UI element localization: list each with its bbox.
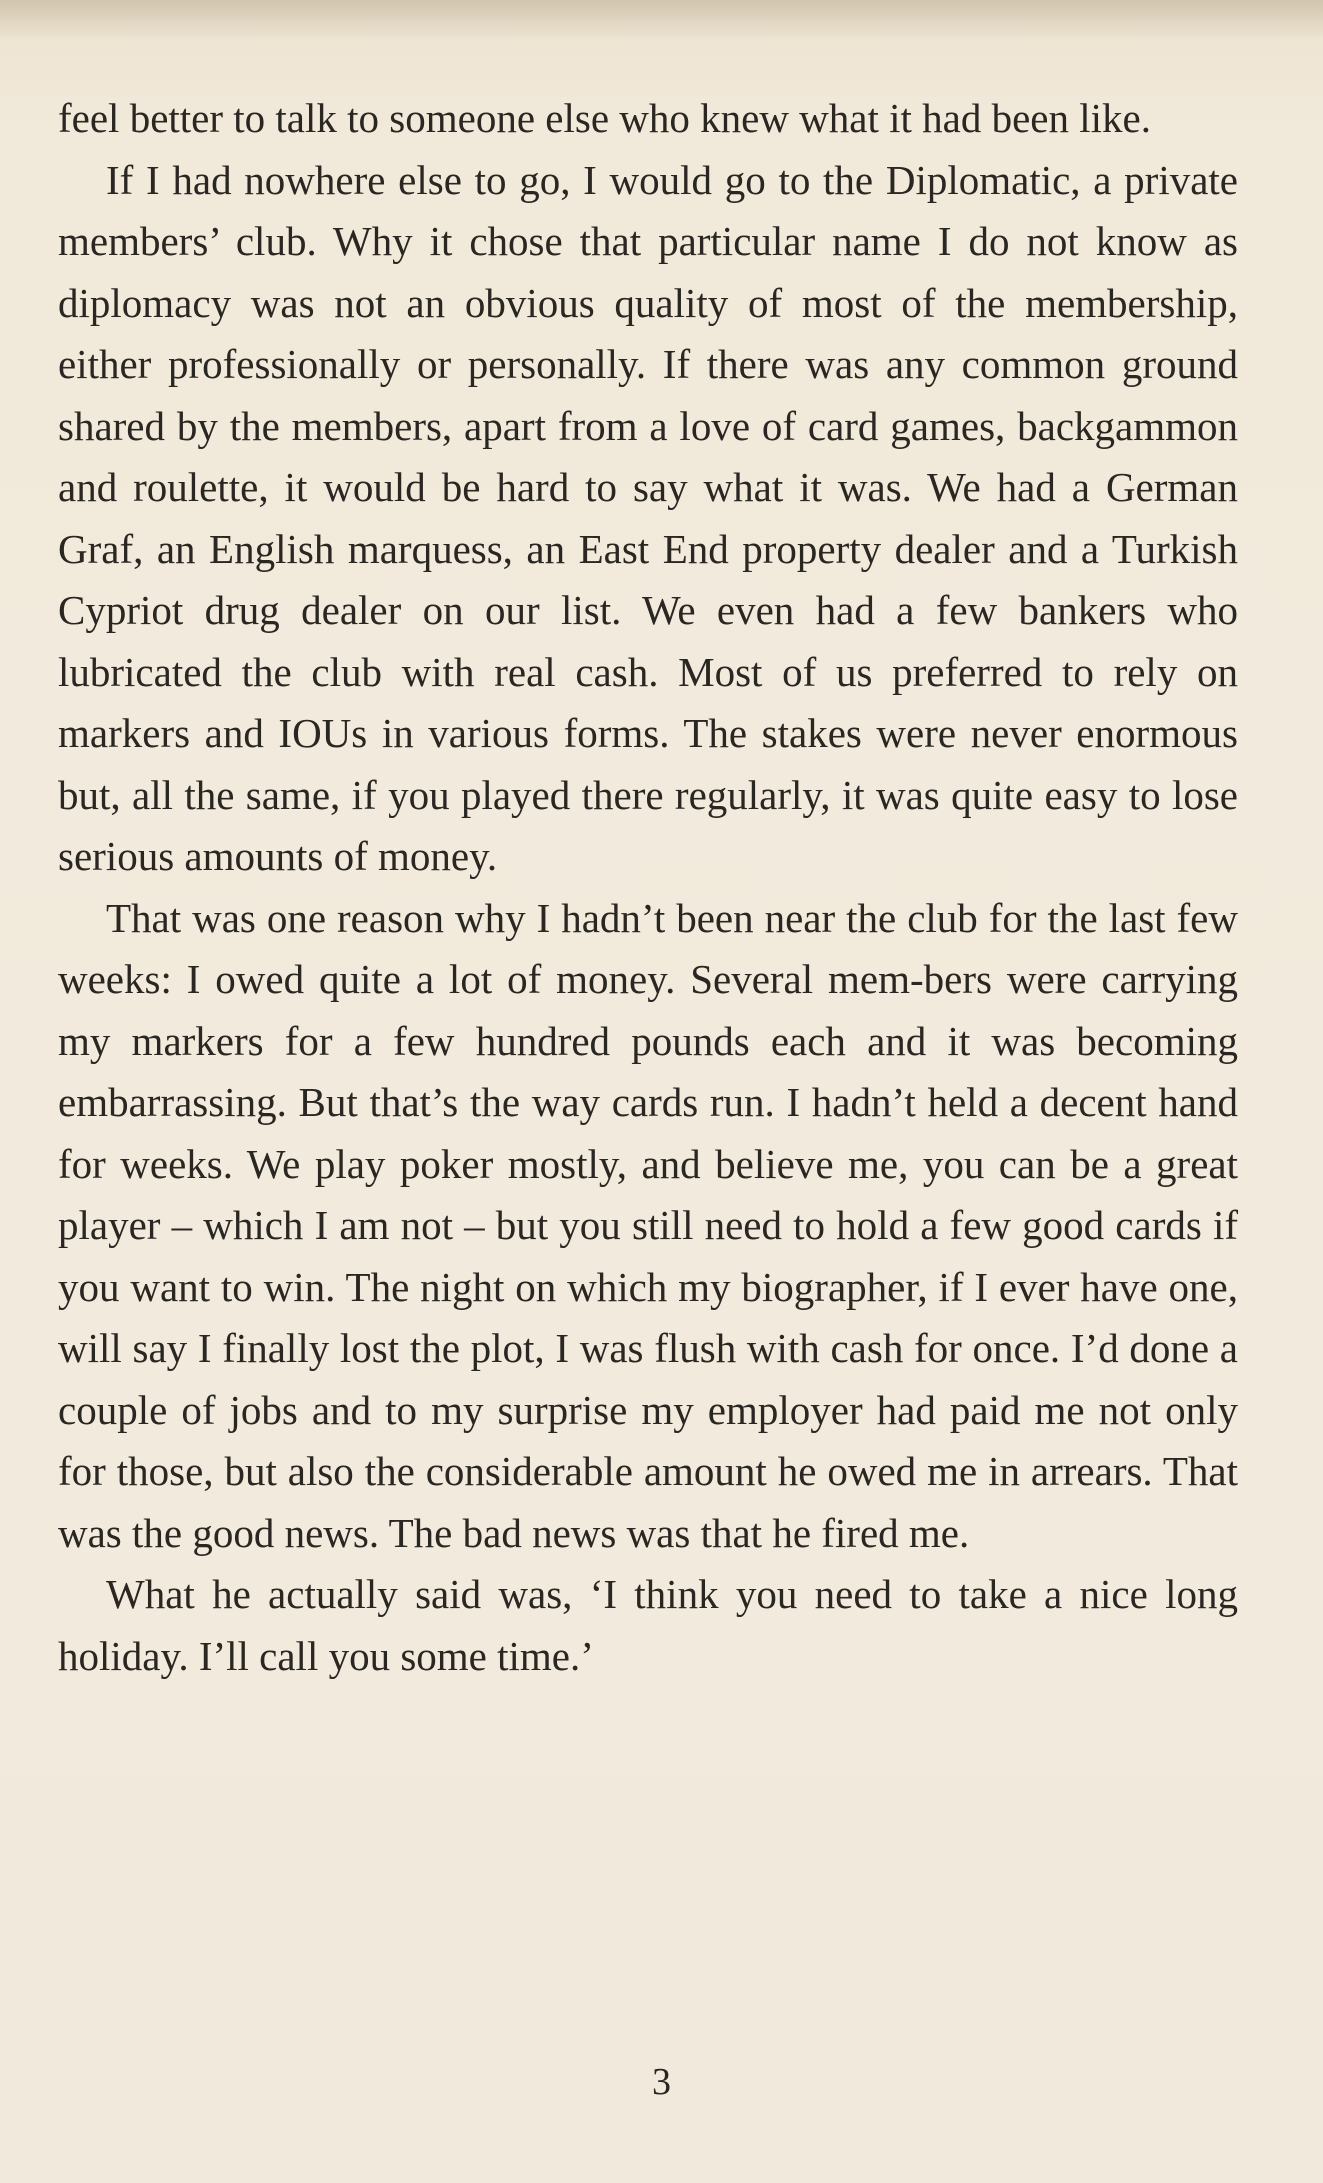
paragraph-holiday-quote: What he actually said was, ‘I think you need to take a nice long holiday. I’ll call you some time.’ xyxy=(58,1571,1238,1679)
paragraph-continuation: feel better to talk to someone else who knew what it had been like. xyxy=(58,95,1151,141)
paragraph-diplomatic-club: If I had nowhere else to go, I would go to the Diplomatic, a private members’ club. Why it chose that particular name I do not know as diplomacy was not an obvious quality of most of the membership, either professionally or personally. If there was any common ground shared by the members, apart from a love of card games, backgammon and roulette, it would be hard to say what it was. We had a German Graf, an English marquess, an East End property dealer and a Turkish Cypriot drug dealer on our list. We even had a few bankers who lubricated the club with real cash. Most of us preferred to rely on markers and IOUs in various forms. The stakes were never enormous but, all the same, if you played there regularly, it was quite easy to lose serious amounts of money. xyxy=(58,156,1238,879)
paragraph-owed-money: That was one reason why I hadn’t been near the club for the last few weeks: I owed quite a lot of money. Several mem-bers were carrying my markers for a few hundred pounds each and it was becoming embarrassing. But that’s the way cards run. I hadn’t held a decent hand for weeks. We play poker mostly, and believe me, you can be a great player – which I am not – but you still need to hold a few good cards if you want to win. The night on which my biographer, if I ever have one, will say I finally lost the plot, I was flush with cash for once. I’d done a couple of jobs and to my surprise my employer had paid me not only for those, but also the considerable amount he owed me in arrears. That was the good news. The bad news was that he fired me. xyxy=(58,894,1238,1556)
page-number: 3 xyxy=(652,2061,671,2103)
body-text xyxy=(58,88,1238,1687)
